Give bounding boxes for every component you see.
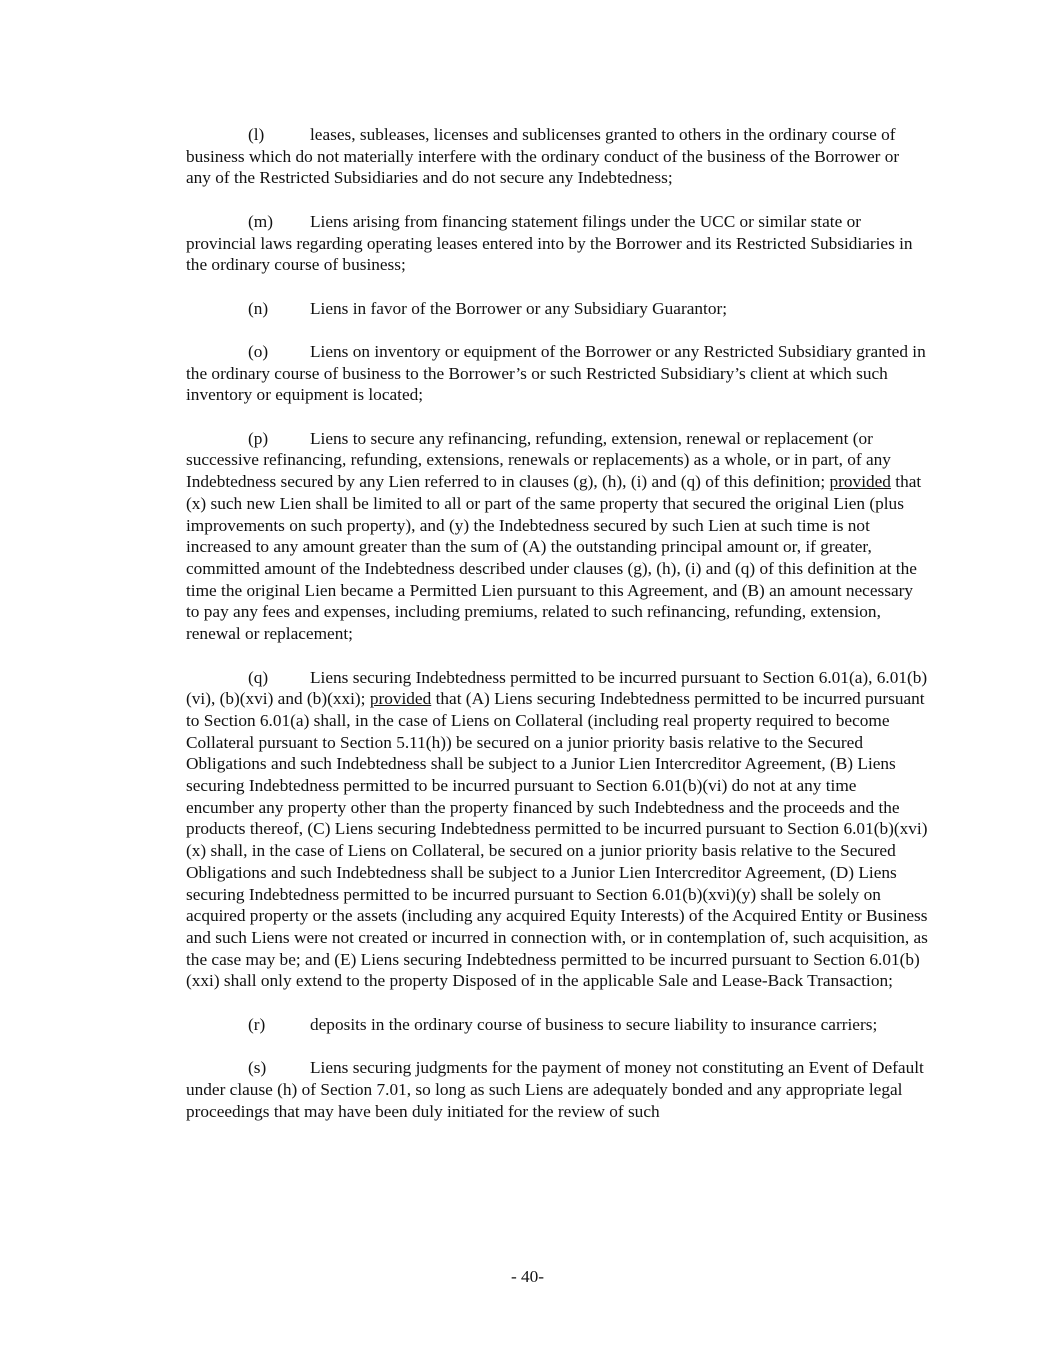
clause-text: Liens in favor of the Borrower or any Subsidiary Guarantor;: [310, 298, 728, 318]
clause-s: [186, 1057, 928, 1122]
page-number: - 40-: [510, 1267, 545, 1286]
clause-p: [186, 428, 928, 645]
provided-term: provided: [829, 472, 891, 492]
clause-o: [186, 341, 928, 406]
clause-marker: (p): [248, 428, 269, 448]
clause-text-before: Liens to secure any refinancing, refunding, extension, renewal or replacement (or successive refinancing, refunding, extensions, renewals or replacements) as a whole, or in part, of any Indebtedness secured by any Lien referred to in clauses (g), (h), (i) and (q) of this definition;: [186, 428, 891, 492]
clause-text: Liens arising from financing statement filings under the UCC or similar state or provincial laws regarding operating leases entered into by the Borrower and its Restricted Subsidiaries in the ordinary course of business;: [186, 211, 913, 275]
clause-l: [186, 124, 928, 189]
provided-term: provided: [369, 689, 432, 709]
clause-text-after: that (A) Liens securing Indebtedness permitted to be incurred pursuant to Section 6.01(a) shall, in the case of Liens on Collateral (including real property required to become Collateral pursuant to Section 5.11(h)) be secured on a junior priority basis relative to the Secured Obligations and such Indebtedness shall be subject to a Junior Lien Intercreditor Agreement, (B) Liens securing Indebtedness permitted to be incurred pursuant to Section 6.01(b)(vi) do not at any time encumber any property other than the property financed by such Indebtedness and the proceeds and the products thereof, (C) Liens securing Indebtedness permitted to be incurred pursuant to Section 6.01(b)(xvi)(x) shall, in the case of Liens on Collateral, be secured on a junior priority basis relative to the Secured Obligations and such Indebtedness shall be subject to a Junior Lien Intercreditor Agreement, (D) Liens securing Indebtedness permitted to be incurred pursuant to Section 6.01(b)(xvi)(y) shall be solely on acquired property or the assets (including any acquired Equity Interests) of the Acquired Entity or Business and such Liens were not created or incurred in connection with, or in contemplation of, such acquisition, as the case may be; and (E) Liens securing Indebtedness permitted to be incurred pursuant to Section 6.01(b)(xxi) shall only extend to the property Disposed of in the applicable Sale and Lease-Back Transaction;: [186, 689, 928, 991]
clause-text-after: that (x) such new Lien shall be limited to all or part of the same property that secured the original Lien (plus improvements on such property), and (y) the Indebtedness secured by such Lien at such time is not increased to any amount greater than the sum of (A) the outstanding principal amount or, if greater, committed amount of the Indebtedness described under clauses (g), (h), (i) and (q) of this definition at the time the original Lien became a Permitted Lien pursuant to this Agreement, and (B) an amount necessary to pay any fees and expenses, including premiums, related to such refinancing, refunding, extension, renewal or replacement;: [186, 472, 922, 644]
clause-marker: (m): [248, 211, 273, 231]
clause-n: [186, 298, 928, 320]
clause-text: leases, subleases, licenses and sublicenses granted to others in the ordinary course of business which do not materially interfere with the ordinary conduct of the business of the Borrower or any of the Restricted Subsidiaries and do not secure any Indebtedness;: [186, 125, 900, 188]
clause-m: [186, 211, 928, 276]
page-body: [186, 124, 928, 1144]
clause-text: deposits in the ordinary course of business to secure liability to insurance carriers;: [310, 1014, 878, 1034]
clause-marker: (s): [248, 1058, 267, 1078]
clause-marker: (n): [248, 298, 269, 318]
clause-text: Liens on inventory or equipment of the Borrower or any Restricted Subsidiary granted in the ordinary course of business to the Borrower’s or such Restricted Subsidiary’s client at which such inventory or equipment is located;: [186, 341, 926, 405]
clause-text-before: Liens securing Indebtedness permitted to be incurred pursuant to Section 6.01(a), 6.01(b)(vi), (b)(xvi) and (b)(xxi);: [186, 667, 928, 709]
clause-marker: (q): [248, 667, 269, 687]
clause-marker: (r): [248, 1014, 266, 1034]
clause-r: [186, 1014, 928, 1036]
clause-text: Liens securing judgments for the payment of money not constituting an Event of Default under clause (h) of Section 7.01, so long as such Liens are adequately bonded and any appropriate legal proceedings that may have been duly initiated for the review of such: [186, 1058, 924, 1121]
clause-q: [186, 667, 928, 993]
clause-marker: (l): [248, 125, 265, 144]
clause-marker: (o): [248, 341, 269, 361]
